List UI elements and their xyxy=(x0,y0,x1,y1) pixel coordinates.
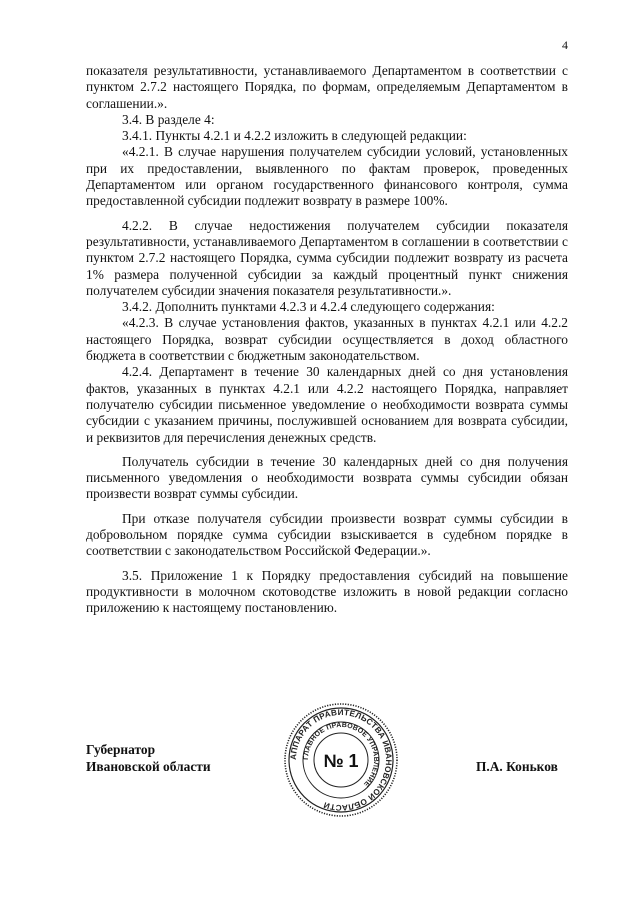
seal-number: № 1 xyxy=(323,751,359,771)
paragraph: 3.5. Приложение 1 к Порядку предоставления субсидий на повышение продуктивности в молочном скотоводстве изложить в новой редакции согласно приложению к настоящему постановлению. xyxy=(86,567,568,616)
paragraph: 3.4. В разделе 4: xyxy=(122,111,215,127)
paragraph: Получатель субсидии в течение 30 календарных дней со дня получения письменного уведомления о необходимости возврата суммы субсидии обязан произвести возврат суммы субсидии. xyxy=(86,453,568,502)
signatory-name: П.А. Коньков xyxy=(476,759,558,774)
seal-outer-text: АППАРАТ ПРАВИТЕЛЬСТВА ИВАНОВСКОЙ ОБЛАСТИ xyxy=(288,707,394,813)
paragraph: 3.4.1. Пункты 4.2.1 и 4.2.2 изложить в следующей редакции: xyxy=(122,128,467,144)
paragraph: 3.4.2. Дополнить пунктами 4.2.3 и 4.2.4 следующего содержания: xyxy=(122,299,495,315)
paragraph: 4.2.2. В случае недостижения получателем субсидии показателя результативности, устанавливаемого Департаментом в соглашении в соответствии с пунктом 2.7.2 настоящего Порядка, сумма субсидии подлежит возврату из расчета 1% размера полученной субсидии за каждый процентный пункт снижения получателем субсидии значения показателя результативности.». xyxy=(86,217,568,298)
paragraph: «4.2.1. В случае нарушения получателем субсидии условий, установленных при их предоставлении, выявленного по фактам проверок, проведенных Департаментом или органом государственного финансового контроля, сумма предоставленной субсидии подлежит возврату в размере 100%. xyxy=(86,144,568,209)
official-seal xyxy=(282,701,400,819)
paragraph: показателя результативности, устанавливаемого Департаментом в соответствии с пунктом 2.7.2 настоящего Порядка, по формам, определяемым Департаментом в соглашении.». xyxy=(86,63,568,111)
page-number: 4 xyxy=(562,38,568,52)
paragraph: 4.2.4. Департамент в течение 30 календарных дней со дня установления фактов, указанных в пунктах 4.2.1 или 4.2.2 настоящего Порядка, направляет получателю субсидии письменное уведомление о необходимости возврата суммы субсидии с указанием причины, послужившей основанием для возврата субсидии, и реквизитов для перечисления денежных средств. xyxy=(86,364,568,445)
signatory-title xyxy=(86,741,211,775)
document-body xyxy=(86,63,568,617)
paragraph: «4.2.3. В случае установления фактов, указанных в пунктах 4.2.1 или 4.2.2 настоящего Порядка, возврат субсидии осуществляется в доход областного бюджета в соответствии с бюджетным законодательством. xyxy=(86,315,568,364)
paragraph: При отказе получателя субсидии произвести возврат суммы субсидии в добровольном порядке сумма субсидии взыскивается в судебном порядке в соответствии с законодательством Российской Федерации.». xyxy=(86,510,568,559)
signatory-title-line: Губернатор xyxy=(86,742,156,757)
seal-inner-text: ГЛАВНОЕ ПРАВОВОЕ УПРАВЛЕНИЕ xyxy=(302,721,380,788)
signatory-title-line: Ивановской области xyxy=(86,759,211,774)
